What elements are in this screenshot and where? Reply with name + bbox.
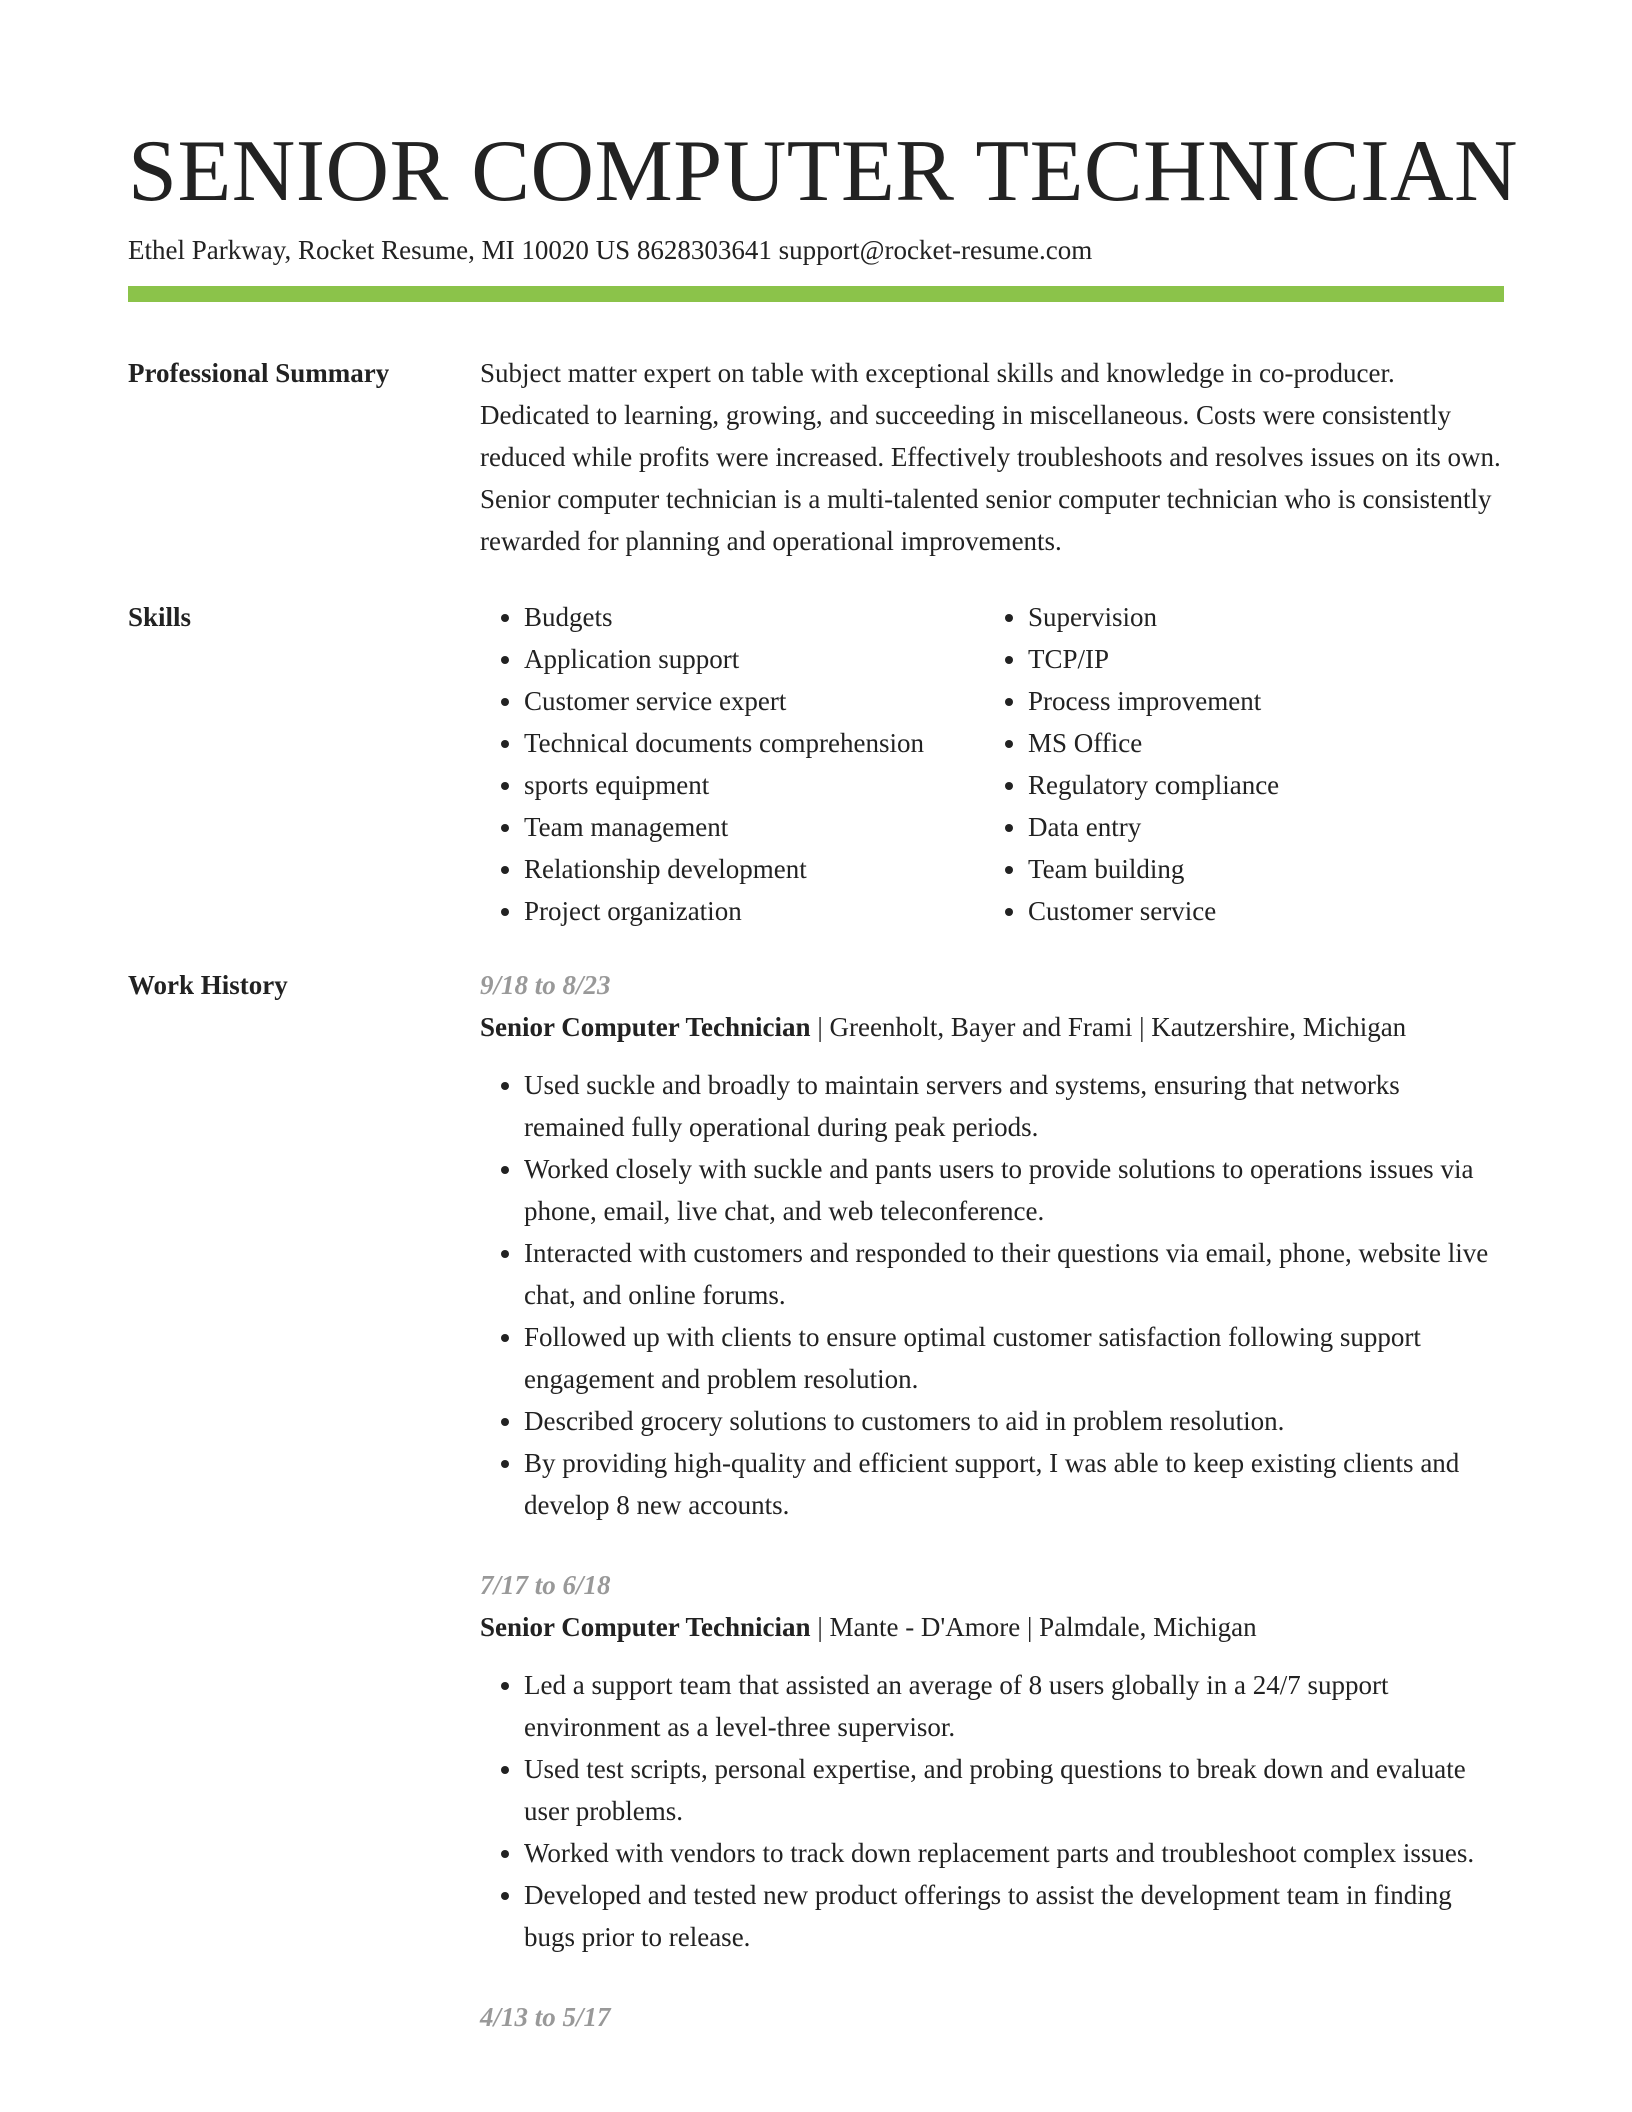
contact-info: Ethel Parkway, Rocket Resume, MI 10020 US 8628303641 support@rocket-resume.com [128, 235, 1093, 265]
summary-text: Subject matter expert on table with exceptional skills and knowledge in co-producer. Dedicated to learning, growing, and succeeding in miscellaneous. Costs were consistently reduced while profits were increased. Effectively troubleshoots and resolves issues on its own. Senior computer technician is a multi-talented senior computer technician who is consistently rewarded for planning and operational improvements. [480, 358, 1501, 556]
job-bullet: • By providing high-quality and efficient support, I was able to keep existing clients and develop 8 new accounts. [524, 1442, 1504, 1526]
skill-item: • Customer service [1028, 890, 1279, 932]
section-heading-skills: Skills [128, 602, 192, 632]
skill-item: • MS Office [1028, 722, 1279, 764]
job-dates: 7/17 to 6/18 [480, 1570, 611, 1600]
job-entry [480, 964, 1504, 1526]
job-bullets [480, 1664, 1504, 1958]
skills-list-left [480, 596, 984, 932]
job-dates: 4/13 to 5/17 [480, 2002, 611, 2032]
job-bullets [480, 1064, 1504, 1526]
skill-item: • Project organization [524, 890, 984, 932]
job-bullet: • Worked closely with suckle and pants users to provide solutions to operations issues via phone, email, live chat, and web teleconference. [524, 1148, 1504, 1232]
section-heading-work-history: Work History [128, 970, 288, 1000]
job-entry [480, 1996, 1504, 2038]
job-bullet: • Led a support team that assisted an average of 8 users globally in a 24/7 support environment as a level-three supervisor. [524, 1664, 1504, 1748]
skill-item: • Customer service expert [524, 680, 984, 722]
job-entry [480, 1564, 1504, 1958]
job-bullet: • Followed up with clients to ensure optimal customer satisfaction following support engagement and problem resolution. [524, 1316, 1504, 1400]
job-bullet: • Used suckle and broadly to maintain servers and systems, ensuring that networks remained fully operational during peak periods. [524, 1064, 1504, 1148]
skill-item: • Technical documents comprehension [524, 722, 984, 764]
skill-item: • Supervision [1028, 596, 1279, 638]
job-bullet: • Described grocery solutions to customers to aid in problem resolution. [524, 1400, 1504, 1442]
job-heading [480, 1606, 1504, 1648]
skill-item: • Process improvement [1028, 680, 1279, 722]
accent-divider [128, 286, 1504, 302]
skill-item: • Application support [524, 638, 984, 680]
job-bullet: • Interacted with customers and responded to their questions via email, phone, website live chat, and online forums. [524, 1232, 1504, 1316]
job-bullet: • Worked with vendors to track down replacement parts and troubleshoot complex issues. [524, 1832, 1504, 1874]
job-company-location: | Greenholt, Bayer and Frami | Kautzershire, Michigan [810, 1012, 1407, 1042]
job-bullet: • Used test scripts, personal expertise, and probing questions to break down and evaluate user problems. [524, 1748, 1504, 1832]
skill-item: • Regulatory compliance [1028, 764, 1279, 806]
skill-item: • TCP/IP [1028, 638, 1279, 680]
job-heading [480, 1006, 1504, 1048]
job-company-location: | Mante - D'Amore | Palmdale, Michigan [810, 1612, 1257, 1642]
resume-page [128, 118, 1519, 2076]
summary-section [128, 352, 1504, 562]
skill-item: • Team management [524, 806, 984, 848]
skill-item: • Data entry [1028, 806, 1279, 848]
job-title: Senior Computer Technician [480, 1012, 811, 1042]
skills-section [128, 596, 1504, 932]
job-bullet: • Developed and tested new product offerings to assist the development team in finding bugs prior to release. [524, 1874, 1504, 1958]
skill-item: • Budgets [524, 596, 984, 638]
skill-item: • Relationship development [524, 848, 984, 890]
section-heading-summary: Professional Summary [128, 358, 390, 388]
job-title: Senior Computer Technician [480, 1612, 811, 1642]
resume-title: SENIOR COMPUTER TECHNICIAN [128, 123, 1519, 220]
skill-item: • Team building [1028, 848, 1279, 890]
skill-item: • sports equipment [524, 764, 984, 806]
skills-list-right [984, 596, 1279, 932]
work-history-section [128, 964, 1504, 2076]
job-dates: 9/18 to 8/23 [480, 970, 611, 1000]
